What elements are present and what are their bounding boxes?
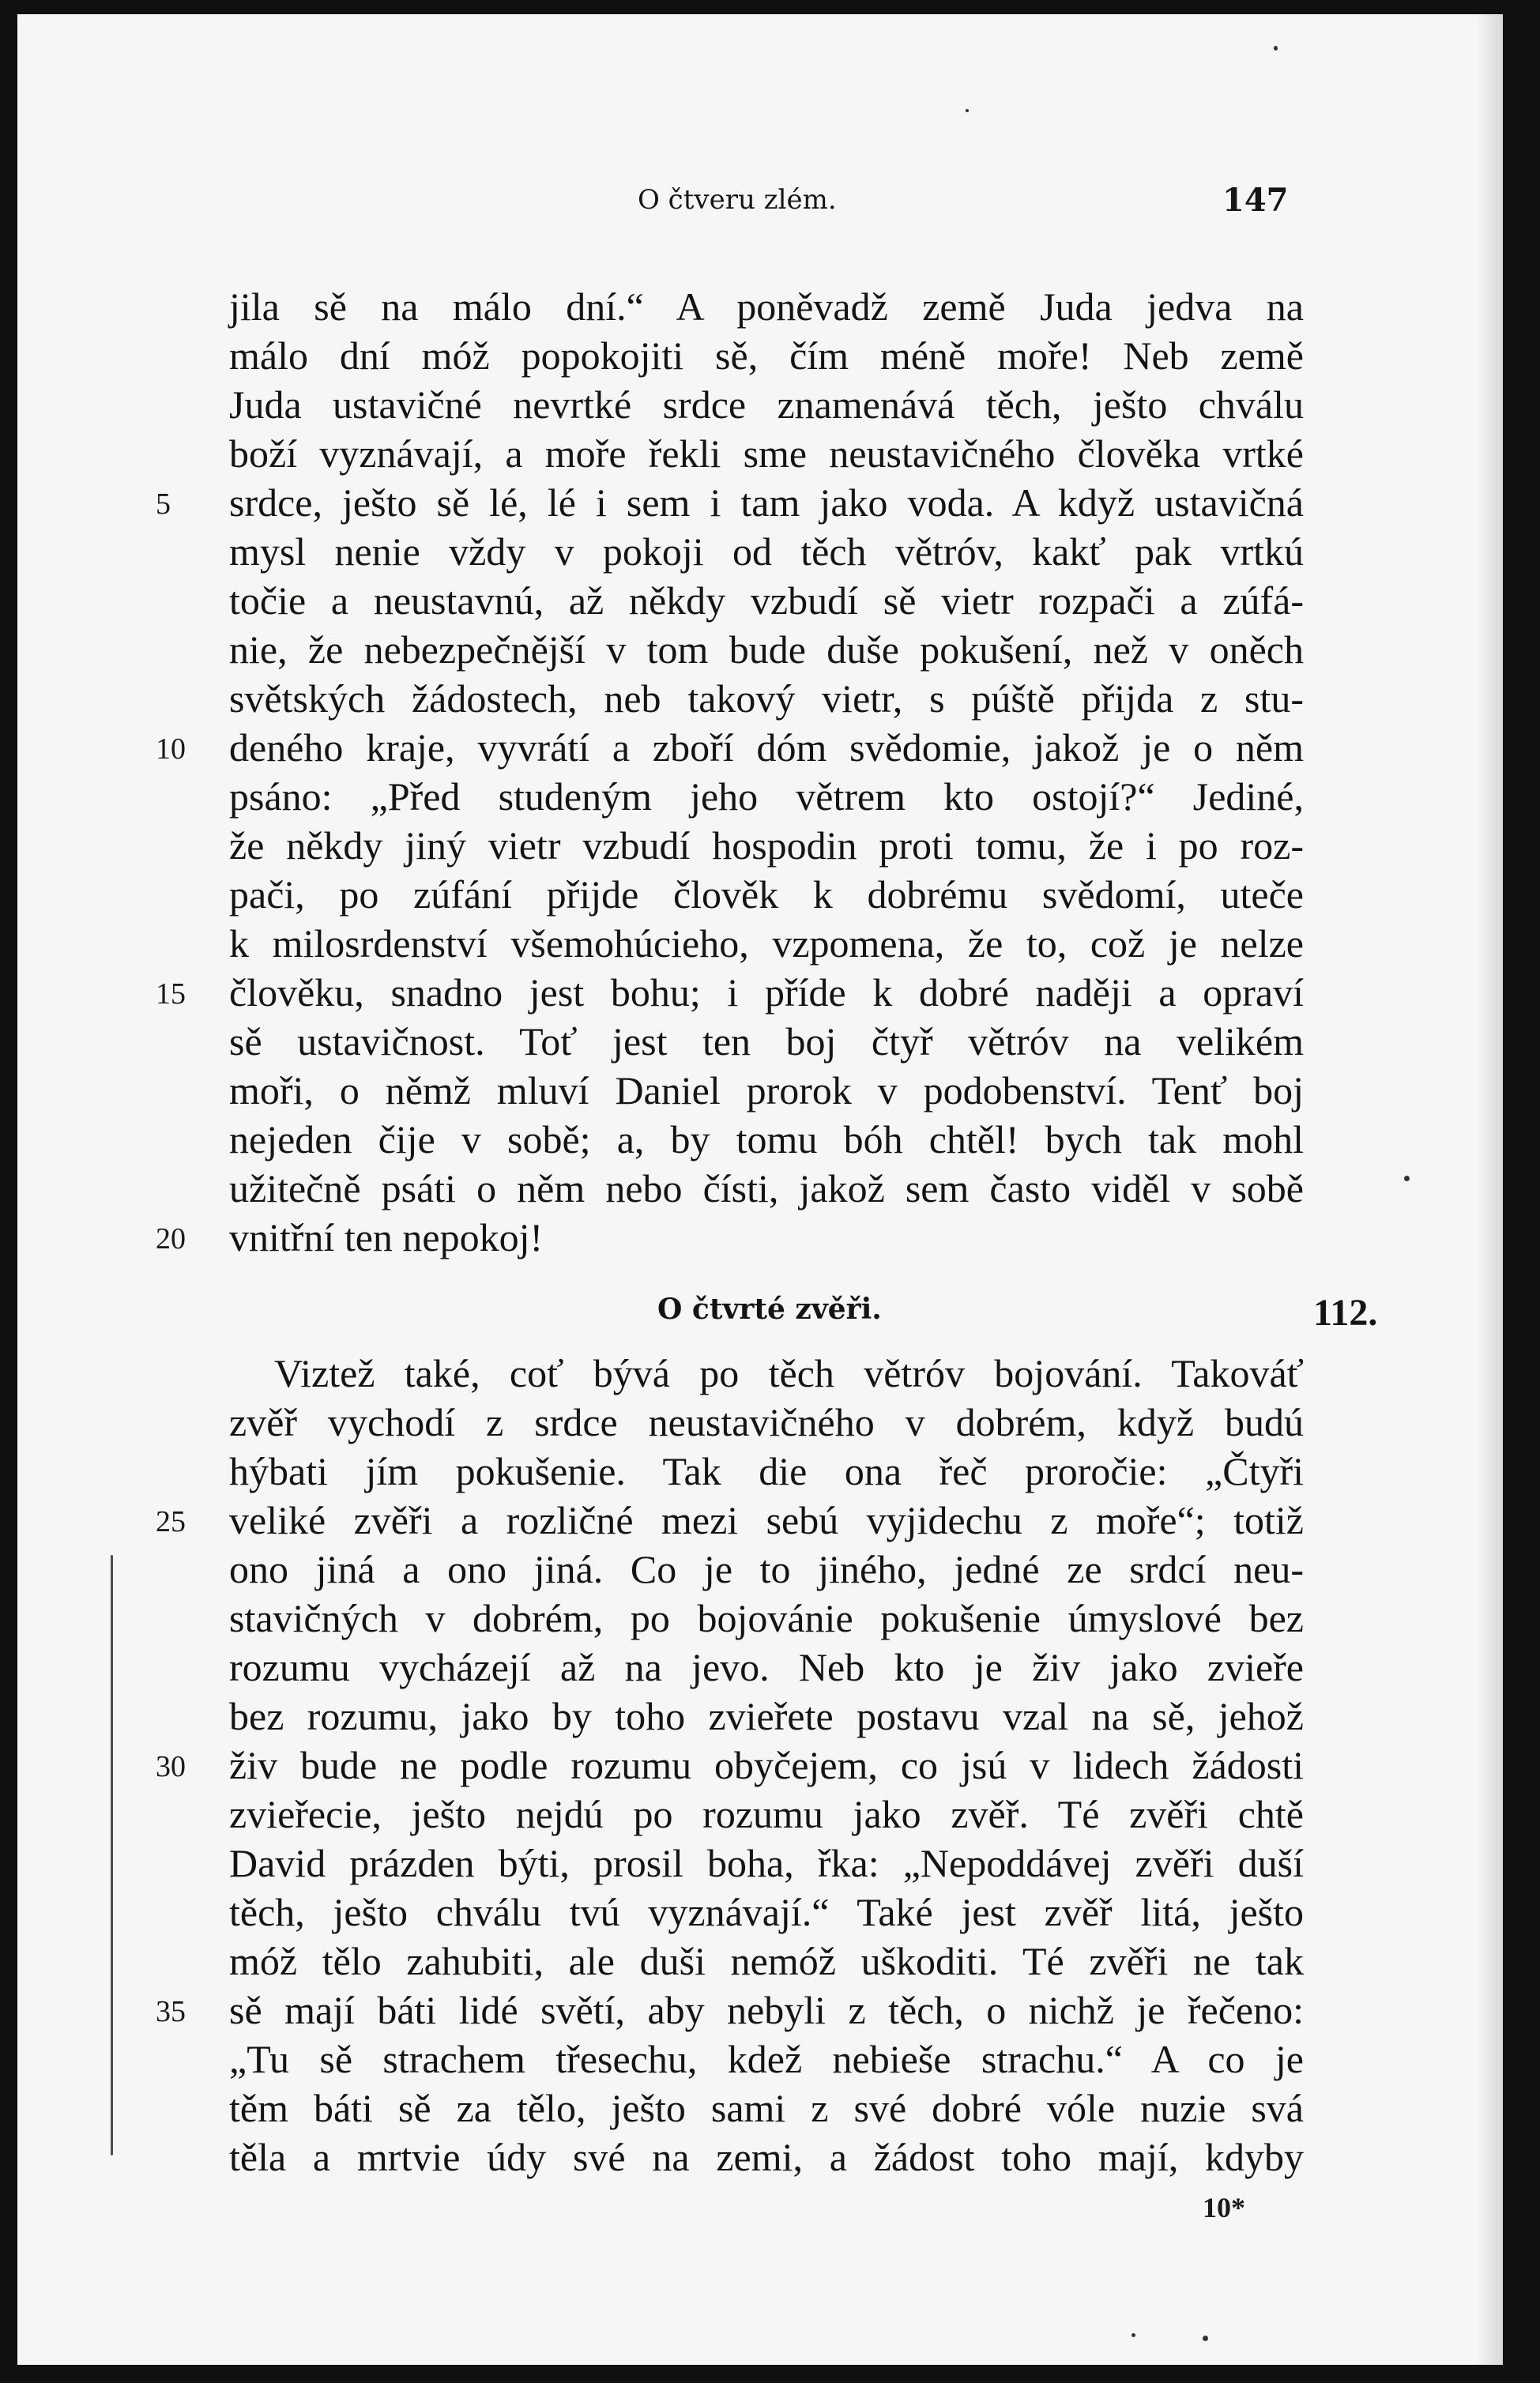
text-line-12: že někdy jiný vietr vzbudí hospodin proti tomu, že i po roz-	[229, 823, 1304, 868]
text-line-5: srdce, ješto sě lé, lé i sem i tam jako voda. A když ustavičná	[229, 480, 1304, 525]
text-line-8: nie, že nebezpečnější v tom bude duše pokušení, než v oněch	[229, 627, 1304, 672]
line-number-30: 30	[156, 1750, 186, 1783]
text-line-13: pači, po zúfání přijde člověk k dobrému svědomí, uteče	[229, 872, 1304, 917]
page-edge-shadow	[1476, 14, 1503, 2365]
text-line-16: sě ustavičnost. Toť jest ten boj čtyř větróv na velikém	[229, 1019, 1304, 1064]
text-line-21: Viztež také, coť bývá po těch větróv bojování. Takováť	[274, 1351, 1304, 1395]
running-head-title: O čtveru zlém.	[638, 184, 837, 216]
scan-speck	[1404, 1176, 1410, 1181]
scan-speck	[1274, 46, 1278, 51]
text-line-3: Juda ustavičné nevrtké srdce znamenává těch, ješto chválu	[229, 382, 1304, 427]
text-line-24: veliké zvěři a rozličné mezi sebú vyjidechu z moře“; totiž	[229, 1498, 1304, 1542]
text-line-9: světských žádostech, neb takový vietr, s púště přijda z stu-	[229, 676, 1304, 721]
line-number-35: 35	[156, 1995, 186, 2028]
page-number: 147	[1222, 182, 1289, 219]
text-line-27: rozumu vycházejí až na jevo. Neb kto je živ jako zvieře	[229, 1645, 1304, 1689]
text-line-20: vnitřní ten nepokoj!	[229, 1215, 544, 1259]
text-line-4: boží vyznávají, a moře řekli sme neustavičného člověka vrtké	[229, 431, 1304, 476]
text-line-23: hýbati jím pokušenie. Tak die ona řeč proročie: „Čtyři	[229, 1449, 1304, 1493]
text-line-28: bez rozumu, jako by toho zvieřete postavu vzal na sě, jehož	[229, 1694, 1304, 1738]
text-line-17: moři, o němž mluví Daniel prorok v podobenství. Tenť boj	[229, 1068, 1304, 1112]
text-line-26: stavičných v dobrém, po bojovánie pokušenie úmyslové bez	[229, 1596, 1304, 1640]
line-number-10: 10	[156, 732, 186, 766]
text-line-18: nejeden čije v sobě; a, by tomu bóh chtěl! bych tak mohl	[229, 1117, 1304, 1161]
line-number-5: 5	[156, 488, 171, 521]
text-line-22: zvěř vychodí z srdce neustavičného v dobrém, když budú	[229, 1400, 1304, 1444]
scan-speck	[966, 109, 969, 112]
scan-speck	[1131, 2333, 1135, 2337]
text-line-10: deného kraje, vyvrátí a zboří dóm svědomie, jakož je o něm	[229, 725, 1304, 770]
text-line-15: člověku, snadno jest bohu; i příde k dobré naději a opraví	[229, 970, 1304, 1015]
text-line-33: móž tělo zahubiti, ale duši nemóž uškoditi. Té zvěři ne tak	[229, 1939, 1304, 1983]
line-number-25: 25	[156, 1505, 186, 1538]
text-line-14: k milosrdenství všemohúcieho, vzpomena, že to, což je nelze	[229, 921, 1304, 966]
text-line-36: těm báti sě za tělo, ješto sami z své dobré vóle nuzie svá	[229, 2086, 1304, 2130]
line-number-15: 15	[156, 977, 186, 1011]
margin-pencil-mark	[111, 1555, 113, 2155]
text-line-6: mysl nenie vždy v pokoji od těch větróv, kakť pak vrtkú	[229, 529, 1304, 574]
text-line-29: živ bude ne podle rozumu obyčejem, co jsú v lidech žádosti	[229, 1743, 1304, 1787]
text-line-11: psáno: „Před studeným jeho větrem kto ostojí?“ Jediné,	[229, 774, 1304, 819]
book-page	[17, 14, 1503, 2365]
text-line-35: „Tu sě strachem třesechu, kdež nebieše strachu.“ A co je	[229, 2037, 1304, 2081]
text-line-32: těch, ješto chválu tvú vyznávají.“ Také jest zvěř litá, ješto	[229, 1890, 1304, 1934]
line-number-20: 20	[156, 1222, 186, 1255]
text-line-1: jila sě na málo dní.“ A poněvadž země Juda jedva na	[229, 284, 1304, 329]
text-line-37: těla a mrtvie údy své na zemi, a žádost toho mají, kdyby	[229, 2135, 1304, 2179]
text-line-34: sě mají báti lidé světí, aby nebyli z těch, o nichž je řečeno:	[229, 1988, 1304, 2032]
text-line-7: točie a neustavnú, až někdy vzbudí sě vietr rozpači a zúfá-	[229, 578, 1304, 623]
text-line-30: zvieřecie, ješto nejdú po rozumu jako zvěř. Té zvěři chtě	[229, 1792, 1304, 1836]
section-number: 112.	[1313, 1292, 1378, 1334]
scan-speck	[1203, 2336, 1208, 2341]
text-line-19: užitečně psáti o něm nebo čísti, jakož sem často viděl v sobě	[229, 1166, 1304, 1210]
text-line-31: David prázden býti, prosil boha, řka: „Nepoddávej zvěři duší	[229, 1841, 1304, 1885]
signature-mark: 10*	[1203, 2192, 1245, 2223]
text-line-2: málo dní móž popokojiti sě, čím méně moře! Neb země	[229, 333, 1304, 378]
text-line-25: ono jiná a ono jiná. Co je to jiného, jedné ze srdcí neu-	[229, 1547, 1304, 1591]
section-heading: O čtvrté zvěři.	[657, 1293, 882, 1326]
